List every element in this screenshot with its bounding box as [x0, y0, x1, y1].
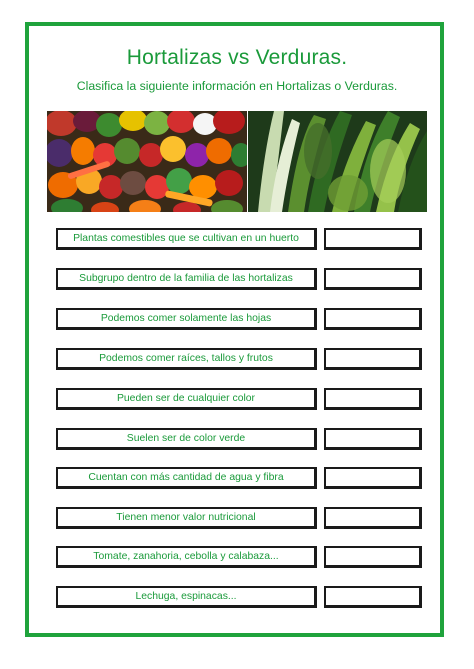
statement-text: Tienen menor valor nutricional [116, 512, 256, 523]
statement-box [56, 546, 317, 568]
statement-text: Podemos comer raíces, tallos y frutos [99, 353, 273, 364]
answer-box[interactable] [324, 546, 422, 568]
vegetables-photo [47, 111, 247, 212]
statement-text: Podemos comer solamente las hojas [100, 313, 272, 324]
statement-box [56, 388, 317, 410]
statement-text: Pueden ser de cualquier color [116, 393, 256, 404]
statement-box [56, 348, 317, 370]
worksheet-instructions: Clasifica la siguiente información en Hortalizas o Verduras. [76, 79, 398, 93]
answer-box[interactable] [324, 388, 422, 410]
answer-box[interactable] [324, 467, 422, 489]
answer-box[interactable] [324, 308, 422, 330]
statement-text: Cuentan con más cantidad de agua y fibra [88, 472, 284, 483]
statement-box [56, 586, 317, 608]
answer-box[interactable] [324, 268, 422, 290]
greens-photo [248, 111, 427, 212]
statement-text: Lechuga, espinacas... [135, 591, 237, 602]
statement-box [56, 428, 317, 450]
statement-box [56, 467, 317, 489]
statement-box [56, 507, 317, 529]
statement-text: Subgrupo dentro de la familia de las hortalizas [79, 273, 293, 284]
statement-text: Suelen ser de color verde [126, 433, 246, 444]
answer-box[interactable] [324, 428, 422, 450]
statement-box [56, 228, 317, 250]
answer-box[interactable] [324, 507, 422, 529]
answer-box[interactable] [324, 586, 422, 608]
answer-box[interactable] [324, 348, 422, 370]
answer-box[interactable] [324, 228, 422, 250]
statement-box [56, 268, 317, 290]
worksheet-title: Hortalizas vs Verduras. [126, 46, 348, 69]
statement-text: Tomate, zanahoria, cebolla y calabaza... [93, 551, 279, 562]
statement-text: Plantas comestibles que se cultivan en un huerto [73, 233, 299, 244]
statement-box [56, 308, 317, 330]
